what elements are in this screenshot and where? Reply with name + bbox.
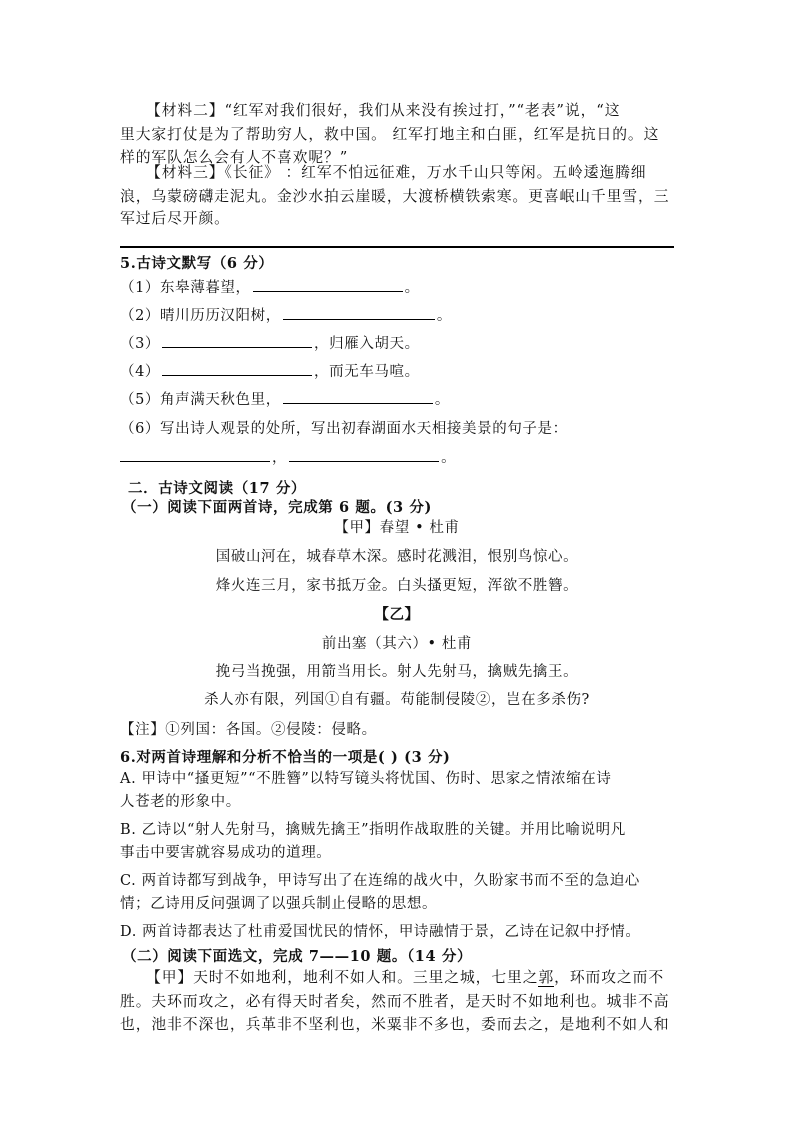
material2-line2: 里大家打仗是为了帮助穷人，救中国。 红军打地主和白匪，红军是抗日的。这 (120, 126, 660, 143)
poem-note: 【注】①列国：各国。②侵陵：侵略。 (120, 722, 377, 738)
material3-line3: 军过后尽开颜。 (120, 210, 230, 227)
q5-item1 (120, 276, 420, 297)
passage-line2: 胜。夫环而攻之，必有得天时者矣，然而不胜者，是天时不如地利也。城非不高 (120, 993, 670, 1010)
q5-item3-text: （3） (120, 336, 161, 352)
section2-title: 二．古诗文阅读（17 分） (128, 480, 307, 497)
poem-a-line2: 烽火连三月，家书抵万金。白头搔更短，浑欲不胜簪。 (215, 578, 579, 594)
answer-blank[interactable] (283, 305, 435, 320)
material2-line3: 样的军队怎么会有人不喜欢呢？” (120, 149, 349, 166)
material3-line2: 浪，乌蒙磅礴走泥丸。金沙水拍云崖暖，大渡桥横铁索寒。更喜岷山千里雪，三 (120, 188, 670, 205)
q6-option-b-line1[interactable]: B. 乙诗以“射人先射马，擒贼先擒王”指明作战取胜的关键。并用比喻说明凡 (120, 822, 626, 838)
q5-item5-text: （5）角声满天秋色里， (120, 392, 281, 408)
q5-title: 5.古诗文默写（6 分） (120, 255, 274, 272)
poem-b-line1: 挽弓当挽强，用箭当用长。射人先射马，擒贼先擒王。 (215, 664, 579, 680)
poem-a-title: 【甲】春望 • 杜甫 (334, 520, 460, 536)
answer-blank[interactable] (283, 389, 433, 404)
poem-b-line2: 杀人亦有限，列国①自有疆。苟能制侵陵②，岂在多杀伤? (204, 692, 590, 708)
passage-line1-end: ，环而攻之而不 (554, 969, 665, 986)
q5-item4-end: ，而无车马喧。 (314, 364, 420, 380)
answer-blank[interactable] (120, 447, 270, 462)
poem-b-title: 前出塞（其六）• 杜甫 (321, 636, 473, 652)
answer-blank[interactable] (253, 277, 403, 292)
q6-option-a-line2[interactable]: 人苍老的形象中。 (120, 794, 241, 810)
q5-item1-end: 。 (404, 280, 420, 296)
answer-blank[interactable] (289, 447, 439, 462)
q5-item4-text: （4） (120, 364, 161, 380)
material2-line1: 【材料二】“红军对我们很好，我们从来没有挨过打，”“老表”说，“这 (146, 102, 621, 119)
poem-a-line1: 国破山河在，城春草木深。感时花溅泪，恨别鸟惊心。 (215, 549, 579, 565)
q6-option-b-line2[interactable]: 事击中要害就容易成功的道理。 (120, 845, 332, 861)
q5-item5 (120, 388, 450, 409)
passage-underlined-word: 郭 (538, 969, 555, 986)
answer-blank[interactable] (162, 333, 312, 348)
q6-option-a-line1[interactable]: A. 甲诗中“搔更短”“不胜簪”以特写镜头将忧国、伤时、思家之情浓缩在诗 (120, 771, 612, 787)
q6-option-d-line1[interactable]: D. 两首诗都表达了杜甫爱国忧民的情怀，甲诗融情于景，乙诗在记叙中抒情。 (120, 924, 641, 940)
q6-option-c-line2[interactable]: 情；乙诗用反问强调了以强兵制止侵略的思想。 (120, 896, 438, 912)
q5-item3 (120, 332, 420, 353)
material3-line1: 【材料三】《长征》 ：红军不怕远征难，万水千山只等闲。五岭逶迤腾细 (146, 164, 647, 181)
section2-part1-title: （一）阅读下面两首诗，完成第 6 题。(3 分) (122, 499, 432, 516)
answer-blank[interactable] (162, 361, 312, 376)
passage-line3: 也，池非不深也，兵革非不坚利也，米粟非不多也，委而去之，是地利不如人和 (120, 1016, 670, 1033)
q5-item2-end: 。 (436, 308, 452, 324)
q5-item6-answer (120, 446, 456, 467)
q5-item2 (120, 304, 452, 325)
q5-item6-end: 。 (441, 450, 457, 466)
q5-item2-text: （2）晴川历历汉阳树， (120, 308, 281, 324)
part2-title: （二）阅读下面选文，完成 7——10 题。（14 分） (122, 948, 473, 965)
passage-line1 (146, 966, 664, 987)
q6-title: 6.对两首诗理解和分析不恰当的一项是( ) (3 分) (120, 749, 451, 766)
q5-item6: （6）写出诗人观景的处所，写出初春湖面水天相接美景的句子是： (120, 421, 568, 437)
q5-item6-comma: ， (272, 450, 288, 466)
q5-item4 (120, 360, 420, 381)
section-divider (120, 246, 674, 248)
q5-item5-end: 。 (434, 392, 450, 408)
q5-item3-end: ，归雁入胡天。 (314, 336, 420, 352)
q6-option-c-line1[interactable]: C. 两首诗都写到战争，甲诗写出了在连绵的战火中，久盼家书而不至的急迫心 (120, 873, 640, 889)
q5-item1-text: （1）东皋薄暮望， (120, 280, 251, 296)
poem-b-label: 【乙】 (374, 606, 420, 623)
passage-line1-start: 【甲】天时不如地利，地利不如人和。三里之城，七里之 (146, 969, 539, 986)
